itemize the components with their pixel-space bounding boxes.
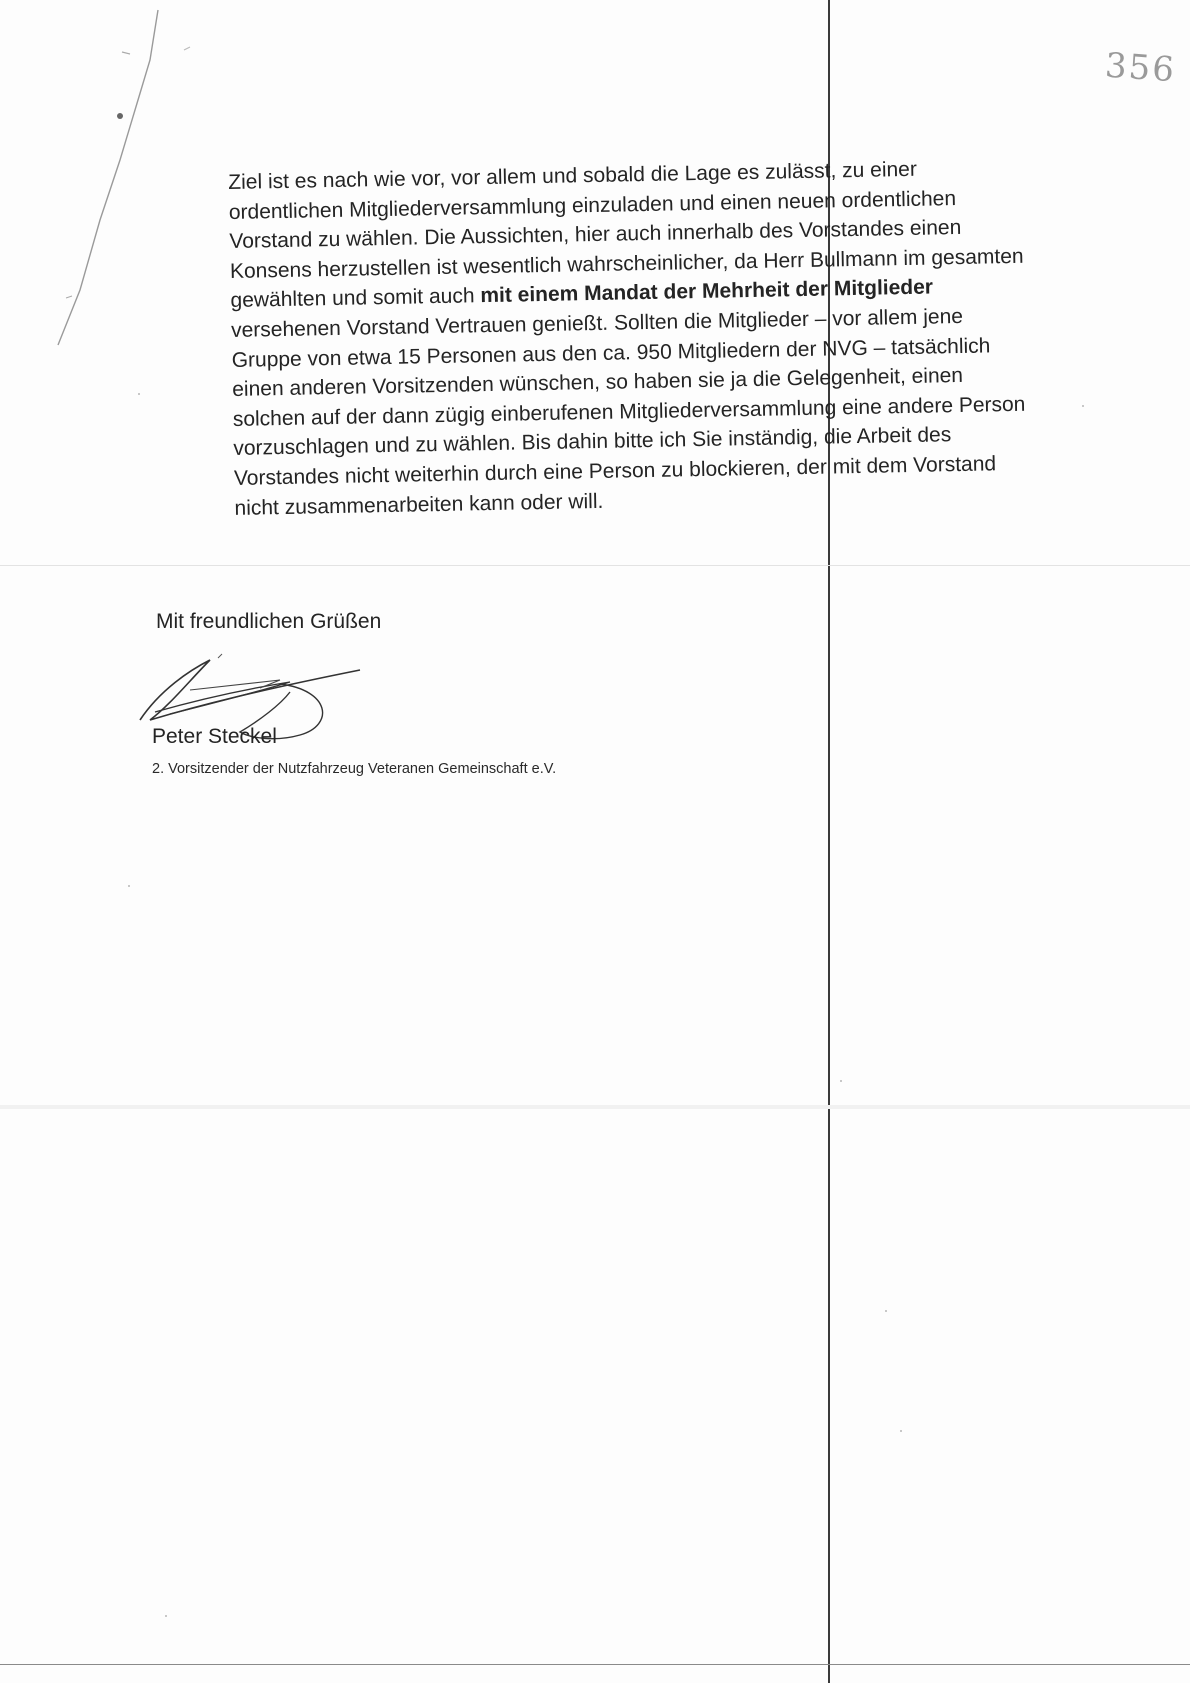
- page-edge-line: [0, 1664, 1190, 1665]
- body-line: nicht zusammenarbeiten kann oder will.: [234, 489, 604, 520]
- body-line: versehenen Vorstand Vertrauen genießt. Sollten die Mitglieder – vor allem jene: [230, 304, 964, 342]
- fold-line: [0, 1105, 1190, 1109]
- scan-speck: [885, 1310, 887, 1312]
- body-line: Gruppe von etwa 15 Personen aus den ca. 950 Mitgliedern der NVG – tatsächlich: [231, 333, 991, 372]
- scan-speck: [165, 1615, 167, 1617]
- body-line: solchen auf der dann zügig einberufenen Mitgliederversammlung eine andere Person: [232, 392, 1026, 431]
- body-line: Konsens herzustellen ist wesentlich wahrscheinlicher, da Herr Bullmann im gesamten: [229, 244, 1024, 283]
- scan-speck: [1082, 405, 1084, 407]
- body-line: vorzuschlagen und zu wählen. Bis dahin bitte ich Sie inständig, die Arbeit des: [233, 423, 952, 461]
- page-number: 356: [1103, 45, 1178, 91]
- scan-speck: [138, 393, 140, 395]
- body-line: Vorstand zu wählen. Die Aussichten, hier auch innerhalb des Vorstandes einen: [229, 216, 962, 254]
- signer-name: Peter Steckel: [152, 725, 277, 748]
- body-line: einen anderen Vorsitzenden wünschen, so haben sie ja die Gelegenheit, einen: [232, 364, 964, 402]
- scan-speck: [128, 885, 130, 887]
- body-text-segment: gewählten und somit auch: [230, 284, 481, 313]
- closing-salutation: Mit freundlichen Grüßen: [156, 610, 382, 633]
- fold-line: [0, 565, 1190, 566]
- body-line: Ziel ist es nach wie vor, vor allem und sobald die Lage es zulässt, zu einer: [228, 157, 918, 194]
- body-line: ordentlichen Mitgliederversammlung einzuladen und einen neuen ordentlichen: [228, 186, 957, 224]
- body-bold-segment: mit einem Mandat der Mehrheit der Mitglieder: [480, 275, 934, 308]
- letter-body-paragraph: [228, 152, 1085, 523]
- scan-artifact-stroke: [0, 0, 220, 360]
- scan-speck: [840, 1080, 842, 1082]
- body-line: Vorstandes nicht weiterhin durch eine Person zu blockieren, der mit dem Vorstand: [233, 452, 997, 490]
- signer-role: 2. Vorsitzender der Nutzfahrzeug Veteranen Gemeinschaft e.V.: [152, 761, 557, 777]
- scan-speck: [900, 1430, 902, 1432]
